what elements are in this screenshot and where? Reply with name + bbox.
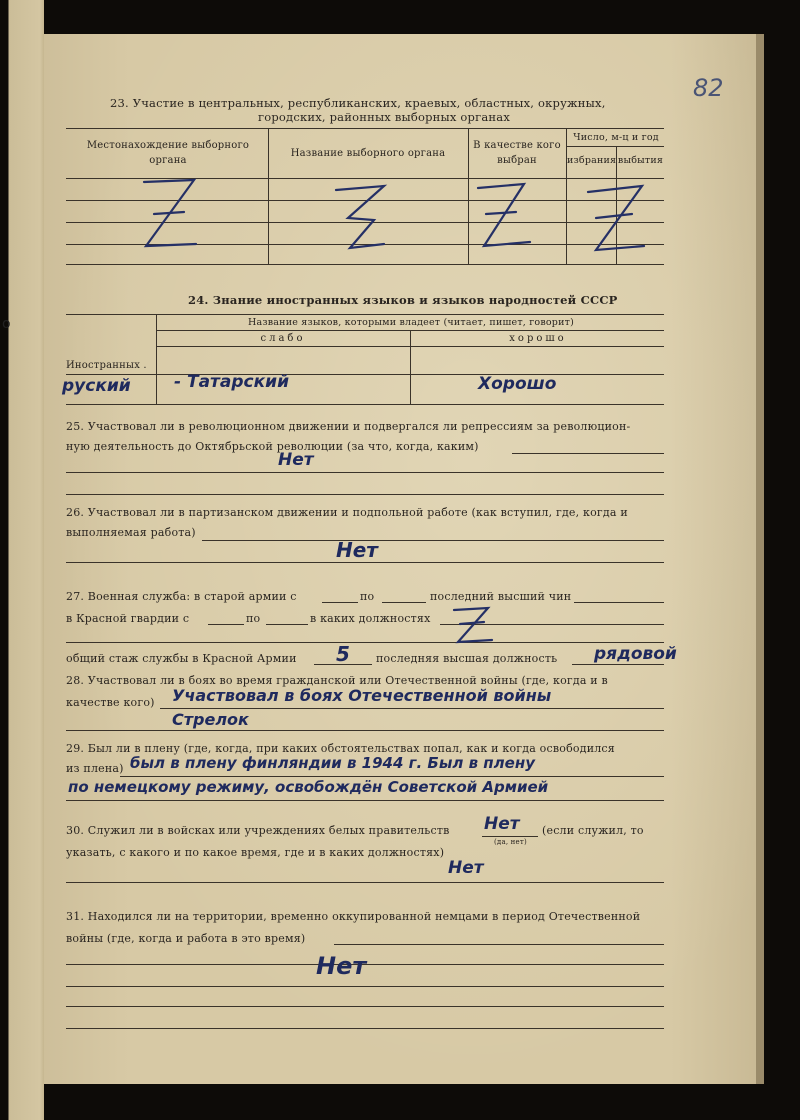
- s27-line3a: общий стаж службы в Красной Армии: [66, 652, 297, 665]
- s30-hw-answer1: Нет: [484, 814, 520, 834]
- s28-answer-line: [66, 730, 664, 731]
- s29-line1: 29. Был ли в плену (где, когда, при каких обстоятельствах попал, как и когда освободился: [66, 742, 615, 755]
- s27-blank: [574, 602, 664, 603]
- s30-small-note: (да, нет): [494, 838, 527, 846]
- s24-col-divider: [156, 314, 157, 404]
- s25-line2: ную деятельность до Октябрьской революции (за что, когда, каким): [66, 440, 479, 453]
- s30-blank: [482, 836, 538, 837]
- s31-answer-line: [66, 1028, 664, 1029]
- s31-hw-answer: Нет: [316, 952, 367, 980]
- s26-line2: выполняемая работа): [66, 526, 196, 539]
- s24-subheader-line: [156, 330, 664, 331]
- s27-hw-post: рядовой: [594, 644, 677, 664]
- s24-row-label: Иностранных .: [66, 360, 147, 371]
- s23-col3-header-l2: выбран: [497, 155, 537, 166]
- s27-z-strike-mark: [444, 604, 504, 648]
- s30-hw-answer2: Нет: [448, 858, 484, 878]
- s23-col2-header: Название выборного органа: [290, 148, 446, 159]
- s30-line1b: (если служил, то: [542, 824, 644, 837]
- s24-title: 24. Знание иностранных языков и языков народностей СССР: [188, 293, 618, 307]
- s24-header: Название языков, которыми владеет (читает, пишет, говорит): [248, 317, 574, 328]
- s25-hw-answer: Нет: [278, 450, 314, 470]
- margin-mark: о: [2, 316, 11, 332]
- s23-col4a-header: избрания: [567, 155, 617, 166]
- s27-line2b: по: [246, 612, 261, 625]
- s25-answer-line: [512, 453, 664, 454]
- s26-answer-line: [202, 540, 664, 541]
- page-binding-edge: [0, 0, 44, 1120]
- s29-answer-line: [66, 800, 664, 801]
- s30-answer-line: [66, 882, 664, 883]
- s29-line2: из плена): [66, 762, 124, 775]
- s23-z-strike-marks: [66, 170, 666, 270]
- s27-line1a: 27. Военная служба: в старой армии с: [66, 590, 297, 603]
- s30-line1a: 30. Служил ли в войсках или учреждениях белых правительств: [66, 824, 450, 837]
- s31-answer-line: [66, 986, 664, 987]
- s23-title-line1: 23. Участие в центральных, республиканских, краевых, областных, окружных,: [110, 96, 606, 110]
- s24-weak-header: слабо: [260, 333, 306, 344]
- s23-col3-header-l1: В качестве кого: [473, 140, 561, 151]
- s25-answer-line: [66, 494, 664, 495]
- s27-line1c: последний высший чин: [430, 590, 572, 603]
- s23-col1-header-l1: Местонахождение выборного: [86, 140, 250, 151]
- s24-subheader-line: [156, 346, 664, 347]
- s24-hw-language: руский: [62, 376, 131, 396]
- s24-row-line: [66, 404, 664, 405]
- s23-col4-header: Число, м-ц и год: [573, 132, 659, 143]
- s27-blank: [266, 624, 308, 625]
- s24-col-divider: [410, 330, 411, 404]
- s23-col4b-header: выбытия: [617, 155, 664, 166]
- page-right-edge: [756, 34, 764, 1084]
- s26-answer-line: [66, 562, 664, 563]
- s27-blank: [208, 624, 244, 625]
- s24-hw-good: Хорошо: [478, 374, 557, 394]
- s23-title-line2: городских, районных выборных органах: [258, 110, 511, 124]
- s27-answer-line: [66, 642, 664, 643]
- s31-line1: 31. Находился ли на территории, временно оккупированной немцами в период Отечественной: [66, 910, 641, 923]
- s27-blank: [572, 664, 664, 665]
- s28-hw-line1: Участвовал в боях Отечественной войны: [172, 686, 552, 705]
- s29-answer-line: [120, 776, 664, 777]
- s27-line1b: по: [360, 590, 375, 603]
- s27-blank: [322, 602, 358, 603]
- s25-line1: 25. Участвовал ли в революционном движении и подвергался ли репрессиям за революцион-: [66, 420, 631, 433]
- s28-line2: качестве кого): [66, 696, 155, 709]
- s23-col1-header-l2: органа: [149, 155, 187, 166]
- s27-line3b: последняя высшая должность: [376, 652, 558, 665]
- s28-hw-line2: Стрелок: [172, 710, 249, 729]
- s27-line2c: в каких должностях: [310, 612, 431, 625]
- s23-subheader-line: [566, 146, 664, 147]
- s27-blank: [382, 602, 426, 603]
- s29-hw-line1: был в плену финляндии в 1944 г. Был в плену: [130, 754, 535, 772]
- s31-answer-line: [334, 944, 664, 945]
- s31-line2: войны (где, когда и работа в это время): [66, 932, 306, 945]
- s24-hw-weak: - Татарский: [174, 372, 289, 392]
- s23-table-top: [66, 128, 664, 129]
- s24-row-line: [66, 374, 664, 375]
- handwritten-page-number: 82: [693, 74, 724, 102]
- s26-hw-answer: Нет: [336, 538, 378, 562]
- s25-answer-line: [66, 472, 664, 473]
- s28-line1: 28. Участвовал ли в боях во время гражданской или Отечественной войны (где, когда и в: [66, 674, 608, 687]
- s31-answer-line: [66, 1006, 664, 1007]
- s28-answer-line: [160, 708, 664, 709]
- s24-good-header: хорошо: [509, 333, 567, 344]
- s26-line1: 26. Участвовал ли в партизанском движении и подпольной работе (как вступил, где, когда и: [66, 506, 628, 519]
- s27-line2a: в Красной гвардии с: [66, 612, 190, 625]
- s27-hw-stazh: 5: [336, 642, 350, 666]
- s30-line2: указать, с какого и по какое время, где и в каких должностях): [66, 846, 445, 859]
- s29-hw-line2: по немецкому режиму, освобождён Советской Армией: [68, 778, 549, 796]
